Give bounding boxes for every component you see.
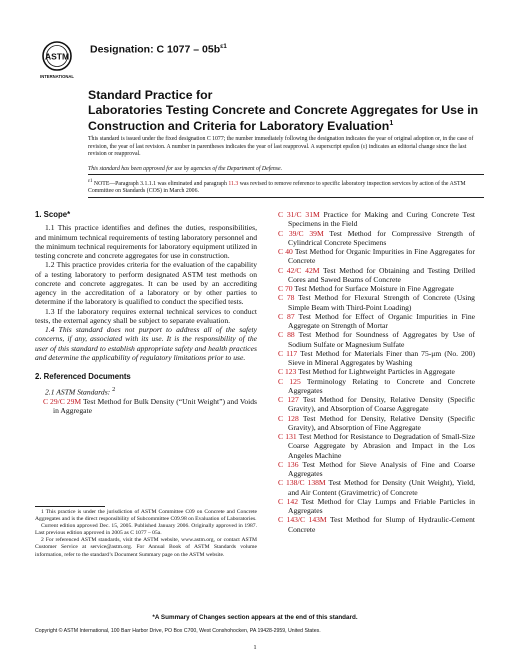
reference-item: C 125 Terminology Relating to Concrete and Concrete Aggregates <box>278 376 475 395</box>
footnotes <box>35 509 257 559</box>
reference-link[interactable]: C 127 <box>278 395 299 404</box>
title-line-2: Laboratories Testing Concrete and Concrete Aggregates for Use in Construction and Criteria for Laboratory Evaluation <box>88 102 479 134</box>
reference-link[interactable]: C 117 <box>278 348 298 358</box>
reference-item: C 31/C 31M Practice for Making and Curing Concrete Test Specimens in the Field <box>278 210 476 229</box>
scope-paragraph: 1.3 If the laboratory requires external technical services to conduct tests, the external agency shall be subject to separate evaluation. <box>35 306 257 325</box>
standard-issue-note: This standard is issued under the fixed designation C 1077; the number immediately following the designation indicates the year of original adoption or, in the case of revision, the year of last revision. A number in parentheses indicates the year of last reapproval. A superscript epsilon (ε) indicates an editorial change since the last revision or reapproval. <box>88 136 474 158</box>
scope-heading: 1. Scope* <box>35 210 71 219</box>
footnote-2: 2 For referenced ASTM standards, visit the ASTM website, www.astm.org, or contact ASTM Customer Service at service@astm.org. For Annual Book of ASTM Standards volume information, refer to the standard’s Document Summary page on the ASTM website. <box>35 537 257 558</box>
page-number: 1 <box>253 644 257 651</box>
reference-link[interactable]: C 143/C 143M <box>278 515 327 525</box>
reference-link[interactable]: C 128 <box>278 413 299 423</box>
scope-paragraph: 1.1 This practice identifies and defines the duties, responsibilities, and minimum technical requirements of testing laboratory personnel and the minimum technical requirements for laboratory equipment utilized in testing concrete and concrete aggregates for use in construction. <box>35 223 257 260</box>
left-column <box>35 210 257 416</box>
reference-item: C 87 Test Method for Effect of Organic Impurities in Fine Aggregate on Strength of Mortar <box>278 311 475 330</box>
reference-item: C 78 Test Method for Flexural Strength of Concrete (Using Simple Beam with Third-Point Loading) <box>278 293 475 312</box>
reference-item: C 138/C 138M Test Method for Density (Unit Weight), Yield, and Air Content (Gravimetric) of Concrete <box>278 478 475 497</box>
reference-link[interactable]: C 136 <box>278 459 299 469</box>
designation: Designation: C $1077 - 05b^{\varepsilon 1}$ <box>90 43 227 56</box>
footnote-1: 1 This practice is under the jurisdiction of ASTM Committee C09 on Concrete and Concrete Aggregates and is the direct responsibility of Subcommittee C09.98 on Evaluation of Laboratories. <box>35 509 257 523</box>
divider-rule <box>88 174 484 175</box>
reference-item: C 117 Test Method for Materials Finer than 75-μm (No. 200) Sieve in Mineral Aggregates by Washing <box>278 348 475 367</box>
reference-item: C 143/C 143M Test Method for Slump of Hydraulic-Cement Concrete <box>278 515 475 534</box>
astm-logo <box>40 40 74 80</box>
reference-item: C 131 Test Method for Resistance to Degradation of Small-Size Coarse Aggregate by Abrasion and Impact in the Los Angeles Machine <box>278 432 475 460</box>
reference-item: C 42/C 42M Test Method for Obtaining and Testing Drilled Cores and Sawed Beams of Concrete <box>278 265 475 284</box>
reference-link[interactable]: C 125 <box>278 376 301 386</box>
footnote-rule <box>35 506 105 507</box>
reference-link[interactable]: C 123 <box>278 367 297 377</box>
document-title: Standard Practice for Laboratories Testing Concrete and Concrete Aggregates for Use in Construction and Criteria for Laboratory Evaluation$^1$ <box>88 88 483 134</box>
reference-link[interactable]: C 78 <box>278 293 295 303</box>
reference-link[interactable]: C 142 <box>278 496 299 506</box>
logo-label: INTERNATIONAL <box>40 74 74 79</box>
reference-link[interactable]: C 40 <box>278 247 293 256</box>
reference-item: C 142 Test Method for Clay Lumps and Friable Particles in Aggregates <box>278 496 475 515</box>
scope-paragraph: 1.2 This practice provides criteria for the evaluation of the capability of a testing laboratory to perform designated ASTM test methods on concrete and concrete aggregates. It can be used by an accrediting agency in the accreditation of a laboratory or by other parties to determine if the laboratory is qualified to conduct the specified tests. <box>35 260 257 307</box>
right-column <box>270 210 475 534</box>
reference-link[interactable]: C 87 <box>278 311 295 321</box>
reference-link[interactable]: C 88 <box>278 330 295 340</box>
footnote-1-edition: Current edition approved Dec. 15, 2005. Published January 2006. Originally approved in 1987. Last previous edition approved in 2005 as C 1077 – 05a. <box>35 523 257 537</box>
reference-item: C 39/C 39M Test Method for Compressive Strength of Cylindrical Concrete Specimens <box>278 228 475 247</box>
reference-link[interactable]: C 138/C 138M <box>278 478 326 488</box>
reference-link[interactable]: C 42/C 42M <box>278 265 320 275</box>
reference-item: C 29/C 29M Test Method for Bulk Density (“Unit Weight”) and Voids in Aggregate <box>43 397 257 416</box>
divider-rule <box>88 197 484 198</box>
reference-item: C 70 Test Method for Surface Moisture in Fine Aggregate <box>278 284 454 293</box>
title-line-1: Standard Practice for <box>88 88 213 102</box>
svg-text:ASTM: ASTM <box>44 51 70 62</box>
reference-link[interactable]: C 131 <box>278 432 297 441</box>
reference-link[interactable]: C 31/C 31M <box>278 210 320 219</box>
reference-item: C 123 Test Method for Lightweight Particles in Aggregate <box>278 367 455 377</box>
reference-link[interactable]: C 70 <box>278 284 293 293</box>
safety-paragraph: 1.4 This standard does not purport to address all of the safety concerns, if any, associated with its use. It is the responsibility of the user of this standard to establish appropriate safety and health practices and determine the applicability of regulatory limitations prior to use. <box>35 325 257 362</box>
reference-item: C 88 Test Method for Soundness of Aggregates by Use of Sodium Sulfate or Magnesium Sulfate <box>278 330 475 349</box>
summary-of-changes-note: *A Summary of Changes section appears at the end of this standard. <box>152 614 358 621</box>
editorial-note: $^{\varepsilon 1}$ NOTE—Paragraph 3.1.1.1 was eliminated and paragraph 11.3 was revised to remove reference to specific laboratory inspection services by action of the ASTM Committee on Standards (COS) in March 2006. <box>88 179 466 195</box>
referenced-documents-heading: 2. Referenced Documents <box>35 372 131 381</box>
copyright-line: Copyright © ASTM International, 100 Barr Harbor Drive, PO Box C700, West Conshohocken, PA 19428-2959, United States. <box>35 628 321 634</box>
astm-standards-subheading: 2.1 ASTM Standards: $^2$ <box>45 386 116 397</box>
reference-link[interactable]: C 29/C 29M <box>43 397 82 407</box>
reference-item: C 136 Test Method for Sieve Analysis of Fine and Coarse Aggregates <box>278 459 475 478</box>
reference-item: C 127 Test Method for Density, Relative Density (Specific Gravity), and Absorption of Coarse Aggregate <box>278 395 475 414</box>
defense-approval-note: This standard has been approved for use by agencies of the Department of Defense. <box>88 166 283 172</box>
reference-item: C 128 Test Method for Density, Relative Density (Specific Gravity), and Absorption of Fine Aggregate <box>278 413 475 432</box>
reference-item: C 40 Test Method for Organic Impurities in Fine Aggregates for Concrete <box>278 247 475 266</box>
reference-link[interactable]: C 39/C 39M <box>278 228 324 238</box>
paragraph-link[interactable]: 11.3 <box>228 180 239 187</box>
